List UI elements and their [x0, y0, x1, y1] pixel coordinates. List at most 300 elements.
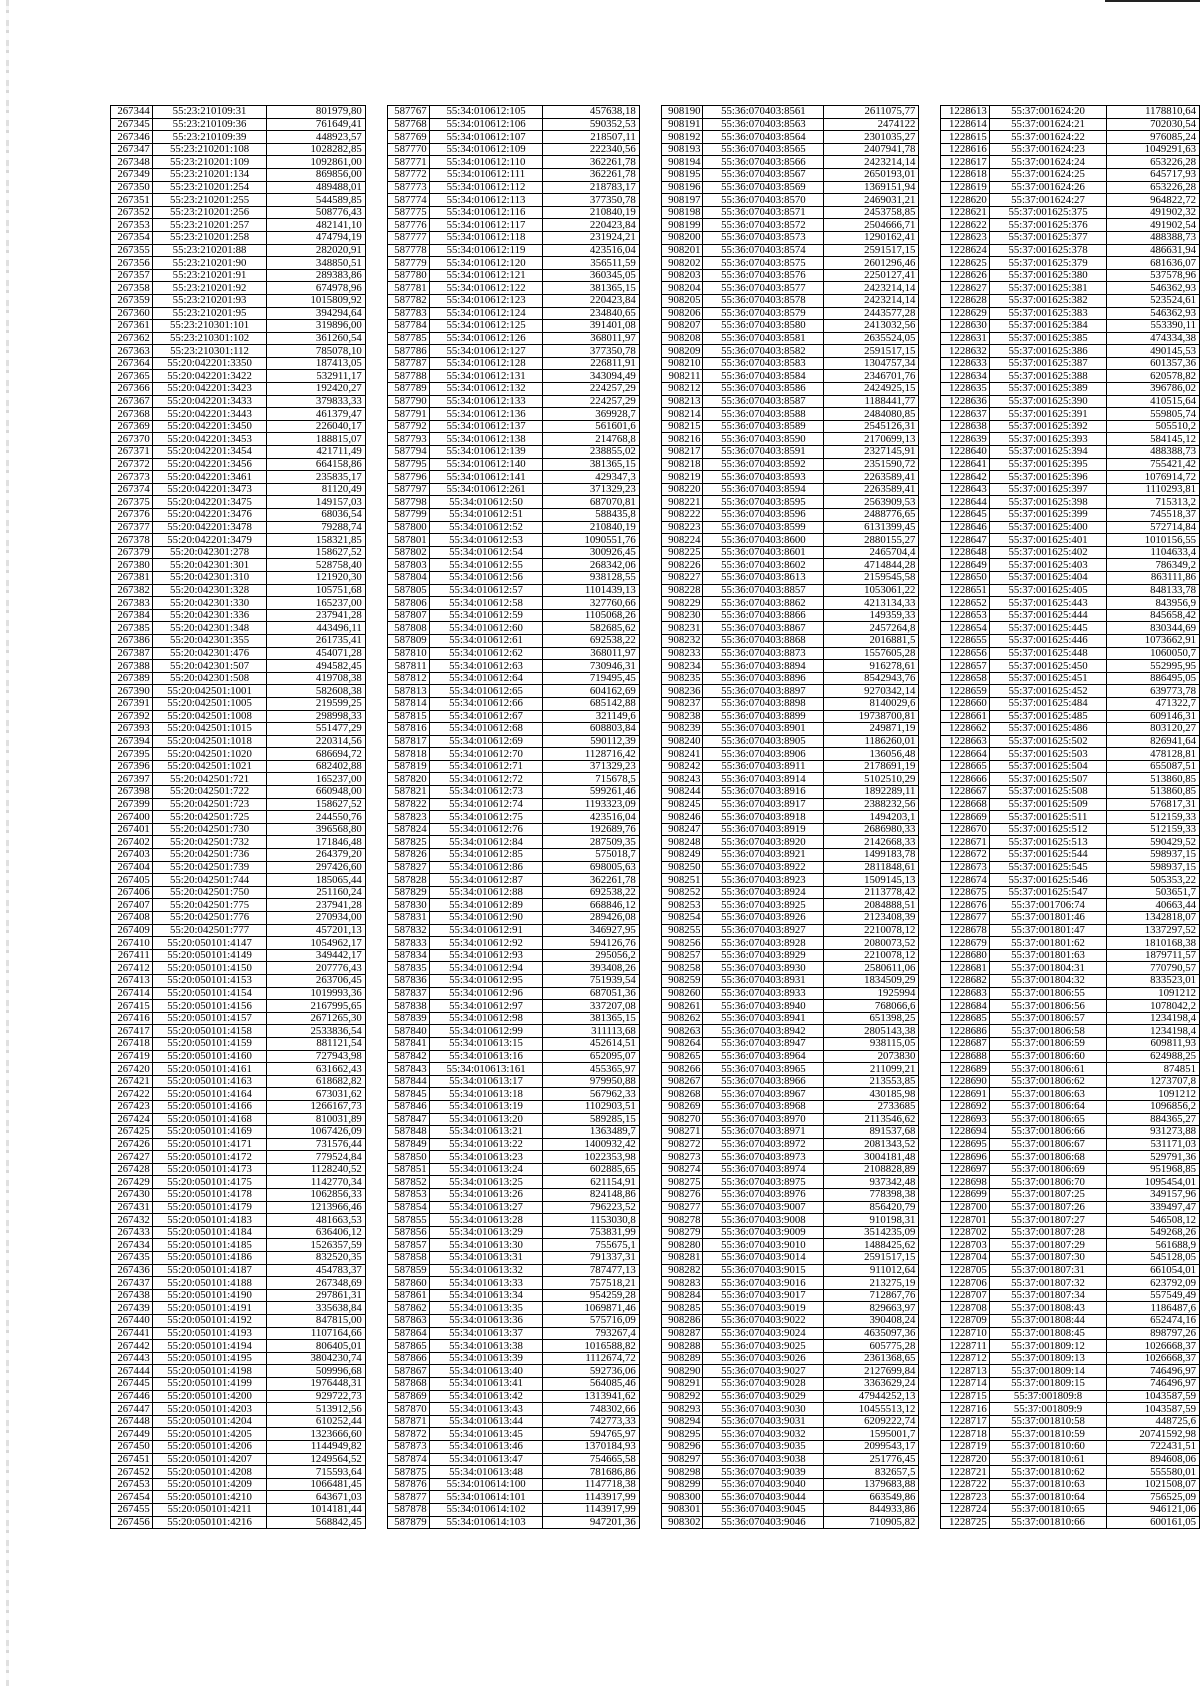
table-row — [941, 974, 1200, 987]
record-id-cell: 267347 — [111, 143, 153, 156]
record-id-cell: 587815 — [387, 710, 429, 723]
cadastral-value-cell: 582685,62 — [543, 622, 639, 635]
cadastral-value-cell: 509996,68 — [267, 1365, 365, 1378]
table-row — [111, 1176, 366, 1189]
cadastral-number-cell: 55:34:010613:34 — [429, 1289, 543, 1302]
cadastral-value-cell: 2113546,62 — [824, 1113, 919, 1126]
table-row — [661, 710, 919, 723]
record-id-cell: 1228707 — [941, 1289, 989, 1302]
cadastral-value-cell: 1091212 — [1107, 987, 1200, 1000]
cadastral-value-cell: 327760,66 — [543, 597, 639, 610]
cadastral-number-cell: 55:34:010612:92 — [429, 937, 543, 950]
record-id-cell: 587873 — [387, 1440, 429, 1453]
cadastral-value-cell: 589285,15 — [543, 1113, 639, 1126]
record-id-cell: 587773 — [387, 181, 429, 194]
record-id-cell: 587869 — [387, 1390, 429, 1403]
cadastral-value-cell: 1266167,73 — [267, 1100, 365, 1113]
table-row — [661, 471, 919, 484]
table-row — [661, 1088, 919, 1101]
cadastral-value-cell: 349157,96 — [1107, 1189, 1200, 1202]
table-row — [387, 1113, 639, 1126]
record-id-cell: 1228691 — [941, 1088, 989, 1101]
table-row — [111, 1264, 366, 1277]
table-row — [941, 849, 1200, 862]
table-row — [941, 1239, 1200, 1252]
cadastral-value-cell: 368011,97 — [543, 647, 639, 660]
cadastral-value-cell: 584145,12 — [1107, 433, 1200, 446]
cadastral-value-cell: 231924,21 — [543, 231, 639, 244]
cadastral-value-cell: 513860,85 — [1107, 786, 1200, 799]
table-row — [941, 194, 1200, 207]
cadastral-number-cell: 55:20:050101:4159 — [152, 1037, 267, 1050]
cadastral-number-cell: 55:36:070403:9027 — [703, 1365, 824, 1378]
table-row — [387, 1415, 639, 1428]
table-row — [111, 1126, 366, 1139]
table-row — [111, 584, 366, 597]
table-row — [111, 156, 366, 169]
record-id-cell: 267456 — [111, 1516, 153, 1529]
record-id-cell: 587852 — [387, 1176, 429, 1189]
table-row — [111, 370, 366, 383]
table-row — [111, 181, 366, 194]
record-id-cell: 908245 — [661, 798, 703, 811]
cadastral-number-cell: 55:36:070403:8947 — [703, 1037, 824, 1050]
record-id-cell: 267383 — [111, 597, 153, 610]
record-id-cell: 587786 — [387, 345, 429, 358]
cadastral-number-cell: 55:36:070403:8573 — [703, 231, 824, 244]
record-id-cell: 267436 — [111, 1264, 153, 1277]
cadastral-number-cell: 55:36:070403:8901 — [703, 723, 824, 736]
cadastral-number-cell: 55:37:001801:62 — [989, 937, 1106, 950]
record-id-cell: 1228682 — [941, 974, 989, 987]
record-id-cell: 267356 — [111, 257, 153, 270]
record-id-cell: 1228718 — [941, 1428, 989, 1441]
record-id-cell: 267445 — [111, 1377, 153, 1390]
cadastral-number-cell: 55:36:070403:8920 — [703, 836, 824, 849]
cadastral-number-cell: 55:34:010614:102 — [429, 1503, 543, 1516]
table-row — [941, 622, 1200, 635]
cadastral-number-cell: 55:37:001625:396 — [989, 471, 1106, 484]
table-row — [661, 1365, 919, 1378]
record-id-cell: 1228638 — [941, 420, 989, 433]
table-row — [661, 811, 919, 824]
table-row — [941, 874, 1200, 887]
cadastral-value-cell: 337207,08 — [543, 1000, 639, 1013]
record-id-cell: 587839 — [387, 1012, 429, 1025]
cadastral-value-cell: 419708,38 — [267, 672, 365, 685]
cadastral-value-cell: 234840,65 — [543, 307, 639, 320]
record-id-cell: 267376 — [111, 509, 153, 522]
record-id-cell: 1228681 — [941, 962, 989, 975]
record-id-cell: 587769 — [387, 131, 429, 144]
cadastral-value-cell: 1499183,78 — [824, 849, 919, 862]
record-id-cell: 267363 — [111, 345, 153, 358]
table-row — [941, 294, 1200, 307]
cadastral-number-cell: 55:37:001625:398 — [989, 496, 1106, 509]
cadastral-value-cell: 549268,26 — [1107, 1226, 1200, 1239]
table-row — [941, 1138, 1200, 1151]
table-row — [111, 760, 366, 773]
cadastral-number-cell: 55:20:042201:3475 — [152, 496, 267, 509]
cadastral-number-cell: 55:34:010612:109 — [429, 143, 543, 156]
table-row — [661, 773, 919, 786]
table-row — [941, 1252, 1200, 1265]
table-row — [941, 723, 1200, 736]
cadastral-value-cell: 655087,51 — [1107, 760, 1200, 773]
cadastral-value-cell: 1128240,52 — [267, 1163, 365, 1176]
table-row — [661, 1277, 919, 1290]
record-id-cell: 267373 — [111, 471, 153, 484]
cadastral-value-cell: 2327145,91 — [824, 446, 919, 459]
record-id-cell: 1228646 — [941, 521, 989, 534]
cadastral-value-cell: 349442,17 — [267, 949, 365, 962]
table-row — [387, 647, 639, 660]
record-id-cell: 1228689 — [941, 1063, 989, 1076]
cadastral-number-cell: 55:34:010612:140 — [429, 458, 543, 471]
record-id-cell: 1228651 — [941, 584, 989, 597]
cadastral-value-cell: 429347,3 — [543, 471, 639, 484]
cadastral-number-cell: 55:34:010613:37 — [429, 1327, 543, 1340]
record-id-cell: 587784 — [387, 320, 429, 333]
cadastral-value-cell: 1488425,62 — [824, 1239, 919, 1252]
cadastral-number-cell: 55:20:042201:3350 — [152, 357, 267, 370]
record-id-cell: 1228700 — [941, 1201, 989, 1214]
table-row — [941, 1277, 1200, 1290]
cadastral-value-cell: 1186260,01 — [824, 735, 919, 748]
cadastral-number-cell: 55:20:042501:776 — [152, 912, 267, 925]
cadastral-value-cell: 843956,9 — [1107, 597, 1200, 610]
record-id-cell: 908290 — [661, 1365, 703, 1378]
cadastral-number-cell: 55:34:010613:38 — [429, 1340, 543, 1353]
record-id-cell: 587792 — [387, 420, 429, 433]
record-id-cell: 267359 — [111, 294, 153, 307]
record-id-cell: 267411 — [111, 949, 153, 962]
table-row — [111, 1478, 366, 1491]
table-row — [387, 269, 639, 282]
table-row — [387, 231, 639, 244]
cadastral-number-cell: 55:20:050101:4153 — [152, 974, 267, 987]
cadastral-number-cell: 55:36:070403:9040 — [703, 1478, 824, 1491]
record-id-cell: 267346 — [111, 131, 153, 144]
record-id-cell: 908252 — [661, 886, 703, 899]
record-id-cell: 267448 — [111, 1415, 153, 1428]
record-id-cell: 587807 — [387, 609, 429, 622]
table-row — [661, 446, 919, 459]
cadastral-number-cell: 55:23:210201:134 — [152, 168, 267, 181]
table-row — [941, 420, 1200, 433]
cadastral-number-cell: 55:34:010612:68 — [429, 723, 543, 736]
cadastral-value-cell: 377350,78 — [543, 194, 639, 207]
table-row — [111, 471, 366, 484]
cadastral-value-cell: 2443577,28 — [824, 307, 919, 320]
record-id-cell: 587768 — [387, 118, 429, 131]
cadastral-value-cell: 546362,93 — [1107, 282, 1200, 295]
cadastral-number-cell: 55:37:001801:63 — [989, 949, 1106, 962]
table-row — [941, 1377, 1200, 1390]
cadastral-value-cell: 781686,86 — [543, 1466, 639, 1479]
table-row — [387, 634, 639, 647]
table-row — [941, 357, 1200, 370]
table-row — [661, 622, 919, 635]
cadastral-value-cell: 545128,05 — [1107, 1252, 1200, 1265]
record-id-cell: 908253 — [661, 899, 703, 912]
table-row — [661, 1000, 919, 1013]
cadastral-number-cell: 55:37:001806:59 — [989, 1037, 1106, 1050]
cadastral-value-cell: 746496,97 — [1107, 1377, 1200, 1390]
cadastral-value-cell: 2811848,61 — [824, 861, 919, 874]
cadastral-value-cell: 730946,31 — [543, 660, 639, 673]
cadastral-number-cell: 55:34:010612:85 — [429, 849, 543, 862]
table-row — [111, 1428, 366, 1441]
table-row — [941, 634, 1200, 647]
cadastral-number-cell: 55:37:001625:383 — [989, 307, 1106, 320]
cadastral-number-cell: 55:34:010613:41 — [429, 1377, 543, 1390]
cadastral-value-cell: 826941,64 — [1107, 735, 1200, 748]
table-row — [387, 723, 639, 736]
cadastral-value-cell: 2250127,41 — [824, 269, 919, 282]
cadastral-value-cell: 508776,43 — [267, 206, 365, 219]
cadastral-number-cell: 55:36:070403:8600 — [703, 534, 824, 547]
record-id-cell: 1228688 — [941, 1050, 989, 1063]
table-row — [111, 1365, 366, 1378]
record-id-cell: 267414 — [111, 987, 153, 1000]
table-row — [111, 1050, 366, 1063]
cadastral-number-cell: 55:36:070403:9009 — [703, 1226, 824, 1239]
cadastral-value-cell: 1323666,60 — [267, 1428, 365, 1441]
table-row — [941, 106, 1200, 119]
record-id-cell: 908278 — [661, 1214, 703, 1227]
record-id-cell: 908264 — [661, 1037, 703, 1050]
cadastral-number-cell: 55:23:210201:257 — [152, 219, 267, 232]
cadastral-value-cell: 664158,86 — [267, 458, 365, 471]
table-row — [387, 1289, 639, 1302]
cadastral-value-cell: 863111,86 — [1107, 571, 1200, 584]
table-row — [941, 282, 1200, 295]
record-id-cell: 587860 — [387, 1277, 429, 1290]
record-id-cell: 267384 — [111, 609, 153, 622]
cadastral-number-cell: 55:20:050101:4193 — [152, 1327, 267, 1340]
cadastral-number-cell: 55:37:001810:64 — [989, 1491, 1106, 1504]
cadastral-number-cell: 55:36:070403:9019 — [703, 1302, 824, 1315]
cadastral-number-cell: 55:37:001810:59 — [989, 1428, 1106, 1441]
table-row — [387, 559, 639, 572]
cadastral-value-cell: 394294,64 — [267, 307, 365, 320]
table-row — [387, 962, 639, 975]
record-id-cell: 908260 — [661, 987, 703, 1000]
cadastral-value-cell: 544589,85 — [267, 194, 365, 207]
cadastral-value-cell: 712867,76 — [824, 1289, 919, 1302]
table-row — [941, 1491, 1200, 1504]
cadastral-number-cell: 55:34:010613:25 — [429, 1176, 543, 1189]
record-id-cell: 1228613 — [941, 106, 989, 119]
cadastral-value-cell: 1107164,66 — [267, 1327, 365, 1340]
table-row — [111, 257, 366, 270]
record-id-cell: 1228664 — [941, 748, 989, 761]
record-id-cell: 908229 — [661, 597, 703, 610]
cadastral-number-cell: 55:37:001624:24 — [989, 156, 1106, 169]
record-id-cell: 587810 — [387, 647, 429, 660]
cadastral-value-cell: 710905,82 — [824, 1516, 919, 1529]
cadastral-value-cell: 20741592,98 — [1107, 1428, 1200, 1441]
table-row — [387, 1063, 639, 1076]
table-row — [111, 1163, 366, 1176]
record-id-cell: 587778 — [387, 244, 429, 257]
table-row — [111, 1214, 366, 1227]
cadastral-number-cell: 55:36:070403:8572 — [703, 219, 824, 232]
cadastral-value-cell: 491902,32 — [1107, 206, 1200, 219]
table-row — [387, 546, 639, 559]
record-id-cell: 1228644 — [941, 496, 989, 509]
cadastral-number-cell: 55:20:042501:1021 — [152, 760, 267, 773]
cadastral-value-cell: 482141,10 — [267, 219, 365, 232]
record-id-cell: 587846 — [387, 1100, 429, 1113]
record-id-cell: 908299 — [661, 1478, 703, 1491]
cadastral-number-cell: 55:20:050101:4179 — [152, 1201, 267, 1214]
record-id-cell: 908262 — [661, 1012, 703, 1025]
cadastral-number-cell: 55:34:010612:65 — [429, 685, 543, 698]
cadastral-value-cell: 947201,36 — [543, 1516, 639, 1529]
cadastral-number-cell: 55:36:070403:8582 — [703, 345, 824, 358]
cadastral-number-cell: 55:36:070403:8905 — [703, 735, 824, 748]
record-id-cell: 587808 — [387, 622, 429, 635]
record-id-cell: 587843 — [387, 1063, 429, 1076]
table-row — [387, 496, 639, 509]
cadastral-value-cell: 715313,2 — [1107, 496, 1200, 509]
cadastral-value-cell: 2073830 — [824, 1050, 919, 1063]
cadastral-value-cell: 210840,19 — [543, 521, 639, 534]
cadastral-number-cell: 55:20:042301:328 — [152, 584, 267, 597]
cadastral-value-cell: 121920,30 — [267, 571, 365, 584]
table-row — [661, 949, 919, 962]
record-id-cell: 267382 — [111, 584, 153, 597]
record-id-cell: 908295 — [661, 1428, 703, 1441]
cadastral-number-cell: 55:34:010613:21 — [429, 1126, 543, 1139]
table-row — [111, 282, 366, 295]
table-row — [941, 1075, 1200, 1088]
cadastral-number-cell: 55:20:042501:1015 — [152, 723, 267, 736]
table-row — [111, 1340, 366, 1353]
table-row — [387, 521, 639, 534]
table-row — [941, 156, 1200, 169]
record-id-cell: 587851 — [387, 1163, 429, 1176]
record-id-cell: 267377 — [111, 521, 153, 534]
cadastral-value-cell: 1526357,59 — [267, 1239, 365, 1252]
cadastral-number-cell: 55:37:001806:60 — [989, 1050, 1106, 1063]
table-row — [661, 496, 919, 509]
table-row — [111, 269, 366, 282]
table-row — [661, 1151, 919, 1164]
table-row — [941, 168, 1200, 181]
table-row — [111, 521, 366, 534]
table-row — [111, 1063, 366, 1076]
table-row — [661, 1226, 919, 1239]
cadastral-value-cell: 572714,84 — [1107, 521, 1200, 534]
table-row — [661, 307, 919, 320]
cadastral-value-cell: 2263589,41 — [824, 471, 919, 484]
table-row — [111, 420, 366, 433]
cadastral-number-cell: 55:36:070403:8602 — [703, 559, 824, 572]
table-row — [111, 458, 366, 471]
cadastral-number-cell: 55:20:042301:476 — [152, 647, 267, 660]
record-id-cell: 587779 — [387, 257, 429, 270]
table-row — [661, 886, 919, 899]
cadastral-value-cell: 423516,04 — [543, 811, 639, 824]
cadastral-number-cell: 55:37:001806:70 — [989, 1176, 1106, 1189]
record-id-cell: 908207 — [661, 320, 703, 333]
table-row — [661, 1189, 919, 1202]
cadastral-value-cell: 505353,22 — [1107, 874, 1200, 887]
table-row — [941, 1503, 1200, 1516]
record-id-cell: 1228680 — [941, 949, 989, 962]
record-id-cell: 908244 — [661, 786, 703, 799]
table-row — [661, 1252, 919, 1265]
cadastral-value-cell: 2650193,01 — [824, 168, 919, 181]
cadastral-number-cell: 55:23:210201:108 — [152, 143, 267, 156]
cadastral-value-cell: 2099543,17 — [824, 1440, 919, 1453]
cadastral-value-cell: 2081343,52 — [824, 1138, 919, 1151]
cadastral-number-cell: 55:23:210109:39 — [152, 131, 267, 144]
cadastral-number-cell: 55:34:010613:36 — [429, 1315, 543, 1328]
record-id-cell: 267433 — [111, 1226, 153, 1239]
record-id-cell: 908215 — [661, 420, 703, 433]
table-row — [661, 282, 919, 295]
cadastral-number-cell: 55:37:001625:390 — [989, 395, 1106, 408]
cadastral-number-cell: 55:34:010613:48 — [429, 1466, 543, 1479]
cadastral-value-cell: 1144949,82 — [267, 1440, 365, 1453]
table-row — [111, 1277, 366, 1290]
register-table-1 — [110, 105, 366, 1529]
table-row — [661, 1163, 919, 1176]
record-id-cell: 908246 — [661, 811, 703, 824]
cadastral-number-cell: 55:34:010612:120 — [429, 257, 543, 270]
record-id-cell: 1228690 — [941, 1075, 989, 1088]
cadastral-value-cell: 856420,79 — [824, 1201, 919, 1214]
cadastral-value-cell: 778398,38 — [824, 1189, 919, 1202]
cadastral-number-cell: 55:37:001625:445 — [989, 622, 1106, 635]
table-row — [111, 622, 366, 635]
cadastral-value-cell: 803120,27 — [1107, 723, 1200, 736]
table-row — [941, 609, 1200, 622]
cadastral-number-cell: 55:37:001806:62 — [989, 1075, 1106, 1088]
cadastral-number-cell: 55:36:070403:8857 — [703, 584, 824, 597]
table-row — [661, 194, 919, 207]
cadastral-number-cell: 55:36:070403:8930 — [703, 962, 824, 975]
cadastral-number-cell: 55:20:042501:730 — [152, 823, 267, 836]
cadastral-number-cell: 55:23:210201:255 — [152, 194, 267, 207]
table-row — [661, 823, 919, 836]
record-id-cell: 908228 — [661, 584, 703, 597]
cadastral-value-cell: 2361368,65 — [824, 1352, 919, 1365]
table-row — [661, 1516, 919, 1529]
cadastral-value-cell: 491902,54 — [1107, 219, 1200, 232]
record-id-cell: 267408 — [111, 912, 153, 925]
cadastral-number-cell: 55:20:050101:4154 — [152, 987, 267, 1000]
cadastral-number-cell: 55:20:050101:4171 — [152, 1138, 267, 1151]
cadastral-value-cell: 2159545,58 — [824, 571, 919, 584]
cadastral-number-cell: 55:36:070403:9035 — [703, 1440, 824, 1453]
cadastral-number-cell: 55:34:010612:87 — [429, 874, 543, 887]
cadastral-number-cell: 55:37:001806:61 — [989, 1063, 1106, 1076]
record-id-cell: 267370 — [111, 433, 153, 446]
cadastral-number-cell: 55:34:010612:133 — [429, 395, 543, 408]
record-id-cell: 1228722 — [941, 1478, 989, 1491]
cadastral-value-cell: 529791,36 — [1107, 1151, 1200, 1164]
cadastral-number-cell: 55:36:070403:8561 — [703, 106, 824, 119]
cadastral-number-cell: 55:34:010613:17 — [429, 1075, 543, 1088]
table-row — [387, 710, 639, 723]
table-row — [111, 1440, 366, 1453]
table-row — [941, 231, 1200, 244]
